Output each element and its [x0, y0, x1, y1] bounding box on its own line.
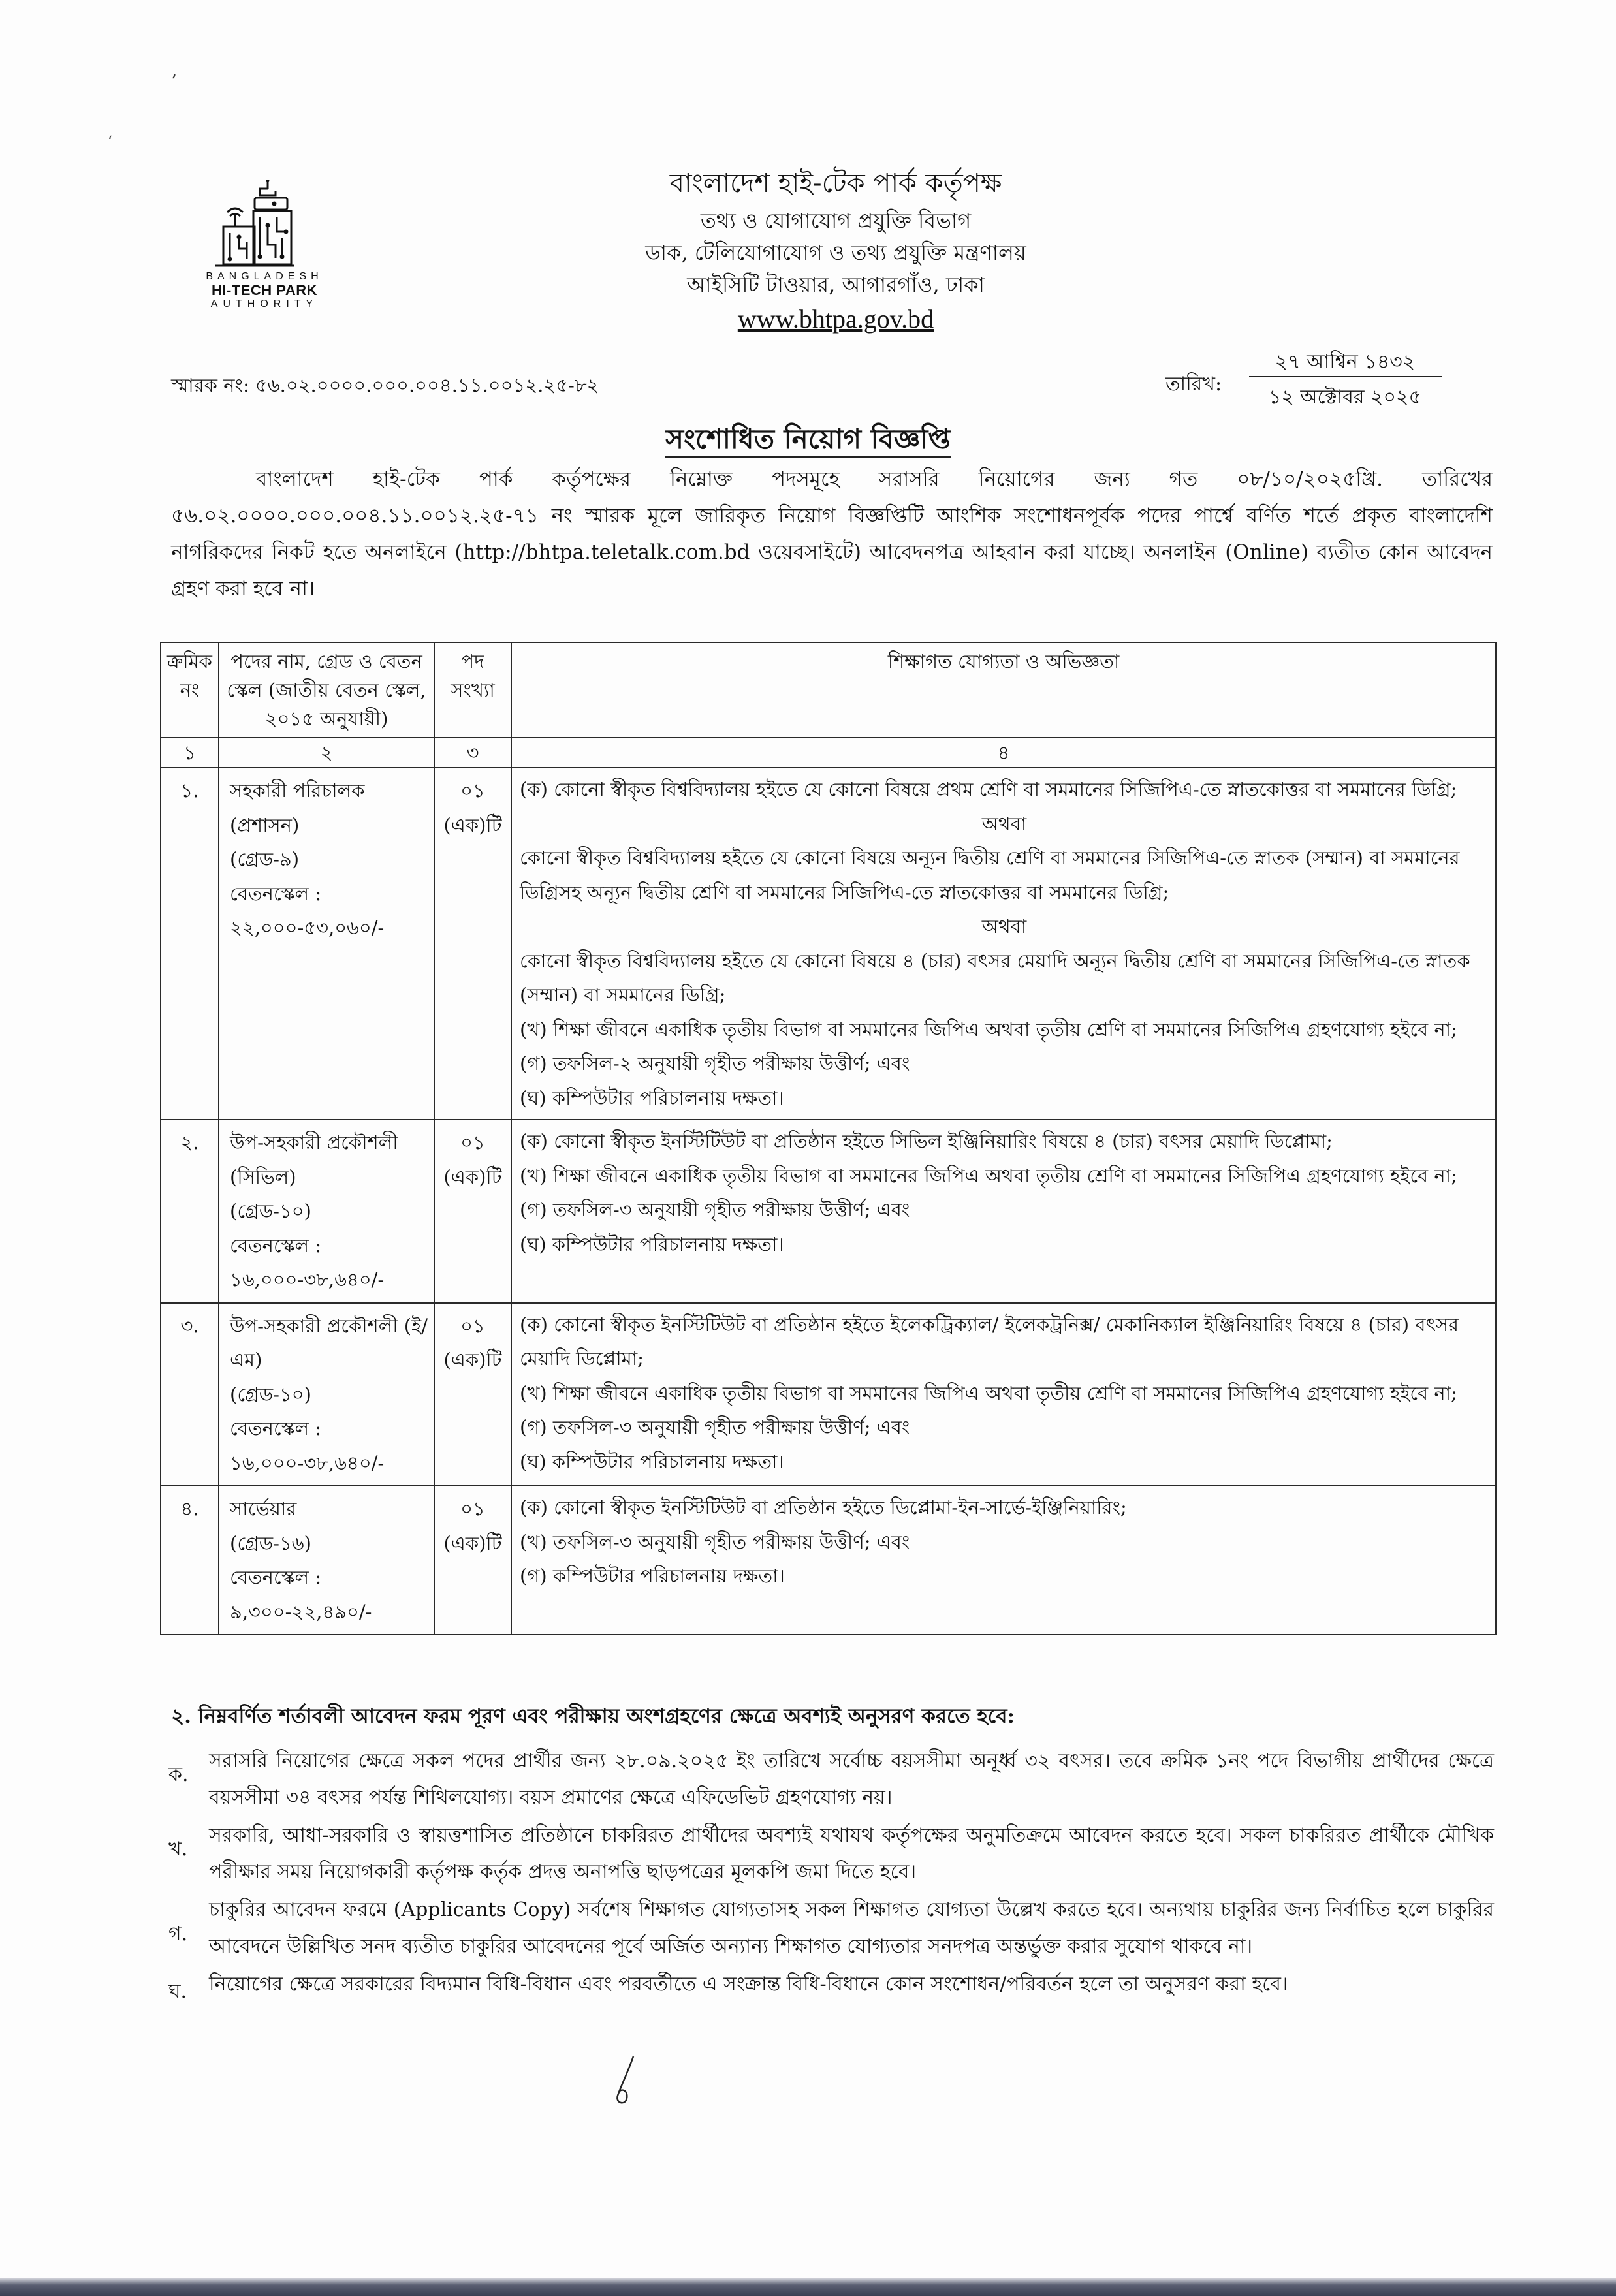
qualification-item: (খ) শিক্ষা জীবনে একাধিক তৃতীয় বিভাগ বা সমমানের জিপিএ অথবা তৃতীয় শ্রেণি বা সমমানের সিজিপিএ গ্রহণযোগ্য হইবে না; [520, 1018, 1457, 1041]
column-number: ১ [161, 738, 219, 768]
column-number: ২ [219, 738, 434, 768]
date-bangla: ২৭ আশ্বিন ১৪৩২ [1275, 351, 1416, 373]
count-words: (এক)টি [443, 1165, 502, 1188]
post-grade: (গ্রেড-৯) [230, 848, 300, 870]
date-label: তারিখ: [1165, 373, 1222, 396]
condition-text: সরাসরি নিয়োগের ক্ষেত্রে সকল পদের প্রার্থীর জন্য ২৮.০৯.২০২৫ ইং তারিখে সর্বোচ্চ বয়সসীমা অনূর্ধ্ব ৩২ বৎসর। তবে ক্রমিক ১নং পদে বিভাগীয় প্রার্থীদের ক্ষেত্রে বয়সসীমা ৩৪ বৎসর পর্যন্ত শিথিলযোগ্য। বয়স প্রমাণের ক্ষেত্রে এফিডেভিট গ্রহণযোগ্য নয়। [209, 1750, 1494, 1809]
date-gregorian: ১২ অক্টোবর ২০২৫ [1268, 386, 1422, 409]
count-number: ০১ [460, 1498, 485, 1520]
count-number: ০১ [460, 1314, 485, 1337]
date-block [1165, 346, 1440, 411]
memo-number: স্মারক নং: ৫৬.০২.০০০০.০০০.০০৪.১১.০০১২.২৫-৮২ [171, 374, 599, 396]
ministry-name: ডাক, টেলিযোগাযোগ ও তথ্য প্রযুক্তি মন্ত্রণালয় [645, 240, 1026, 265]
scan-speck: ’ [171, 71, 177, 92]
qualification-item: (গ) তফসিল-২ অনুযায়ী গৃহীত পরীক্ষায় উত্তীর্ণ; এবং [520, 1052, 910, 1075]
intro-paragraph: বাংলাদেশ হাই-টেক পার্ক কর্তৃপক্ষের নিম্নোক্ত পদসমূহে সরাসরি নিয়োগের জন্য গত ০৮/১০/২০২৫খ্রি. তারিখের ৫৬.০২.০০০০.০০০.০০৪.১১.০০১২.২৫-৭১ নং স্মারক মূলে জারিকৃত নিয়োগ বিজ্ঞপ্তিটি আংশিক সংশোধনপূর্বক পদের পার্শ্বে বর্ণিত শর্তে প্রকৃত বাংলাদেশি নাগরিকদের নিকট হতে অনলাইনে (http://bhtpa.teletalk.com.bd ওয়েবসাইটে) আবেদনপত্র আহবান করা যাচ্ছে। অনলাইন (Online) ব্যতীত কোন আবেদন গ্রহণ করা হবে না। [171, 467, 1493, 601]
page-title [0, 418, 1616, 464]
qualification-item: (গ) তফসিল-৩ অনুযায়ী গৃহীত পরীক্ষায় উত্তীর্ণ; এবং [520, 1199, 910, 1221]
post-pay-scale: বেতনস্কেল : ২২,০০০-৫৩,০৬০/- [230, 882, 385, 939]
qualification-item: (ক) কোনো স্বীকৃত বিশ্ববিদ্যালয় হইতে যে কোনো বিষয়ে প্রথম শ্রেণি বা সমমানের সিজিপিএ-তে স্নাতকোত্তর বা সমমানের ডিগ্রি; [520, 778, 1457, 800]
row-serial: ১. [161, 768, 219, 1120]
table-row [161, 768, 1496, 1120]
header-serial: ক্রমিক নং [161, 642, 219, 738]
condition-marker: খ. [168, 1838, 188, 1861]
condition-marker: ঘ. [168, 1980, 187, 2003]
row-count [434, 1486, 511, 1635]
post-pay-scale: বেতনস্কেল : ১৬,০০০-৩৮,৬৪০/- [230, 1417, 385, 1474]
division-name: তথ্য ও যোগাযোগ প্রযুক্তি বিভাগ [700, 208, 972, 233]
logo-line-3: AUTHORITY [210, 298, 319, 309]
post-grade: (গ্রেড-১০) [230, 1200, 311, 1222]
scan-speck: ‘ [108, 134, 112, 150]
post-grade: (গ্রেড-১০) [230, 1383, 311, 1406]
conditions-heading: ২. নিম্নবর্ণিত শর্তাবলী আবেদন ফরম পূরণ এবং পরীক্ষায় অংশগ্রহণের ক্ষেত্রে অবশ্যই অনুসরণ করতে হবে: [171, 1705, 1015, 1728]
website-link[interactable]: www.bhtpa.gov.bd [737, 304, 934, 334]
condition-marker: গ. [168, 1923, 188, 1945]
hi-tech-park-circuit-building-icon [209, 180, 320, 271]
hi-tech-park-logo [196, 180, 333, 317]
logo-line-1: BANGLADESH [206, 271, 323, 282]
row-qualification [511, 1303, 1496, 1486]
handwritten-initial-icon [609, 2055, 648, 2107]
qualification-item: কোনো স্বীকৃত বিশ্ববিদ্যালয় হইতে যে কোনো বিষয়ে অন্যূন দ্বিতীয় শ্রেণি বা সমমানের সিজিপিএ-তে স্নাতক (সম্মান) বা সমমানের ডিগ্রিসহ অন্যূন দ্বিতীয় শ্রেণি বা সমমানের সিজিপিএ-তে স্নাতকোত্তর বা সমমানের ডিগ্রি; [520, 847, 1460, 904]
logo-wordmark [196, 271, 333, 310]
qualification-item: (ঘ) কম্পিউটার পরিচালনায় দক্ষতা। [520, 1233, 784, 1255]
row-serial: ২. [161, 1120, 219, 1303]
post-name: উপ-সহকারী প্রকৌশলী (ই/এম) [230, 1314, 428, 1371]
row-post [219, 1120, 434, 1303]
date-divider [1249, 376, 1442, 377]
letterhead [509, 162, 1162, 338]
condition-item [168, 1966, 1494, 2009]
qualification-item: (ক) কোনো স্বীকৃত ইনস্টিটিউট বা প্রতিষ্ঠান হইতে ইলেকট্রিক্যাল/ ইলেকট্রনিক্স/ মেকানিক্যাল ইঞ্জিনিয়ারিং বিষয়ে ৪ (চার) বৎসর মেয়াদি ডিপ্লোমা; [520, 1313, 1459, 1370]
qualification-item: (গ) কম্পিউটার পরিচালনায় দক্ষতা। [520, 1565, 785, 1587]
row-qualification [511, 1486, 1496, 1635]
qualification-item: (ঘ) কম্পিউটার পরিচালনায় দক্ষতা। [520, 1086, 784, 1109]
condition-item [168, 1743, 1494, 1816]
condition-marker: ক. [168, 1763, 189, 1786]
row-count [434, 768, 511, 1120]
table-row [161, 1303, 1496, 1486]
column-number: ৪ [511, 738, 1496, 768]
conditions-list [168, 1743, 1494, 2010]
count-words: (এক)টি [443, 1532, 502, 1554]
post-grade: (গ্রেড-১৬) [230, 1532, 311, 1554]
count-number: ০১ [460, 779, 485, 802]
post-name: উপ-সহকারী প্রকৌশলী (সিভিল) [230, 1131, 398, 1188]
title-text: সংশোধিত নিয়োগ বিজ্ঞপ্তি [665, 423, 951, 458]
qualification-item: (ঘ) কম্পিউটার পরিচালনায় দক্ষতা। [520, 1450, 784, 1473]
scan-border [0, 2278, 1616, 2296]
table-row [161, 1120, 1496, 1303]
org-name: বাংলাদেশ হাই-টেক পার্ক কর্তৃপক্ষ [669, 168, 1002, 198]
row-post [219, 1486, 434, 1635]
row-qualification [511, 1120, 1496, 1303]
row-serial: ৪. [161, 1486, 219, 1635]
logo-line-2: HI-TECH PARK [211, 282, 318, 298]
condition-text: সরকারি, আধা-সরকারি ও স্বায়ত্তশাসিত প্রতিষ্ঠানে চাকরিরত প্রার্থীদের অবশ্যই যথাযথ কর্তৃপক্ষের অনুমতিক্রমে আবেদন করতে হবে। সকল চাকরিরত প্রার্থীকে মৌখিক পরীক্ষার সময় নিয়োগকারী কর্তৃপক্ষ কর্তৃক প্রদত্ত অনাপত্তি ছাড়পত্রের মূলকপি জমা দিতে হবে। [209, 1824, 1494, 1883]
column-number: ৩ [434, 738, 511, 768]
qualification-item: (খ) শিক্ষা জীবনে একাধিক তৃতীয় বিভাগ বা সমমানের জিপিএ অথবা তৃতীয় শ্রেণি বা সমমানের সিজিপিএ গ্রহণযোগ্য হইবে না; [520, 1164, 1457, 1187]
column-number-row [161, 738, 1496, 768]
count-number: ০১ [460, 1131, 485, 1154]
row-count [434, 1303, 511, 1486]
qualification-or: অথবা [981, 812, 1027, 835]
condition-text: নিয়োগের ক্ষেত্রে সরকারের বিদ্যমান বিধি-বিধান এবং পরবর্তীতে এ সংক্রান্ত বিধি-বিধানে কোন সংশোধন/পরিবর্তন হলে তা অনুসরণ করা হবে। [209, 1973, 1288, 1996]
header-qualification: শিক্ষাগত যোগ্যতা ও অভিজ্ঞতা [511, 642, 1496, 738]
office-address: আইসিটি টাওয়ার, আগারগাঁও, ঢাকা [687, 272, 985, 297]
qualification-item: (ক) কোনো স্বীকৃত ইনস্টিটিউট বা প্রতিষ্ঠান হইতে ডিপ্লোমা-ইন-সার্ভে-ইঞ্জিনিয়ারিং; [520, 1496, 1127, 1518]
qualification-item: (ক) কোনো স্বীকৃত ইনস্টিটিউট বা প্রতিষ্ঠান হইতে সিভিল ইঞ্জিনিয়ারিং বিষয়ে ৪ (চার) বৎসর মেয়াদি ডিপ্লোমা; [520, 1130, 1333, 1152]
count-words: (এক)টি [443, 813, 502, 836]
qualification-or: অথবা [981, 915, 1027, 937]
qualification-item: (গ) তফসিল-৩ অনুযায়ী গৃহীত পরীক্ষায় উত্তীর্ণ; এবং [520, 1416, 910, 1438]
row-count [434, 1120, 511, 1303]
table-row [161, 1486, 1496, 1635]
post-pay-scale: বেতনস্কেল : ৯,৩০০-২২,৪৯০/- [230, 1566, 372, 1623]
count-words: (এক)টি [443, 1349, 502, 1371]
posts-table [160, 642, 1497, 1635]
row-qualification [511, 768, 1496, 1120]
header-count: পদ সংখ্যা [434, 642, 511, 738]
row-serial: ৩. [161, 1303, 219, 1486]
post-name: সহকারী পরিচালক (প্রশাসন) [230, 779, 365, 836]
condition-item [168, 1892, 1494, 1965]
row-post [219, 768, 434, 1120]
condition-item [168, 1817, 1494, 1891]
post-pay-scale: বেতনস্কেল : ১৬,০০০-৩৮,৬৪০/- [230, 1234, 385, 1291]
row-post [219, 1303, 434, 1486]
condition-text: চাকুরির আবেদন ফরমে (Applicants Copy) সর্বশেষ শিক্ষাগত যোগ্যতাসহ সকল শিক্ষাগত যোগ্যতা উল্লেখ করতে হবে। অন্যথায় চাকুরির জন্য নির্বাচিত হলে চাকুরির আবেদনে উল্লিখিত সনদ ব্যতীত চাকুরির আবেদনের পূর্বে অর্জিত অন্যান্য শিক্ষাগত যোগ্যতার সনদপত্র অন্তর্ভুক্ত করার সুযোগ থাকবে না। [209, 1898, 1494, 1958]
table-header-row [161, 642, 1496, 738]
qualification-item: (খ) তফসিল-৩ অনুযায়ী গৃহীত পরীক্ষায় উত্তীর্ণ; এবং [520, 1530, 910, 1553]
qualification-item: (খ) শিক্ষা জীবনে একাধিক তৃতীয় বিভাগ বা সমমানের জিপিএ অথবা তৃতীয় শ্রেণি বা সমমানের সিজিপিএ গ্রহণযোগ্য হইবে না; [520, 1381, 1457, 1404]
qualification-item: কোনো স্বীকৃত বিশ্ববিদ্যালয় হইতে যে কোনো বিষয়ে ৪ (চার) বৎসর মেয়াদি অন্যূন দ্বিতীয় শ্রেণি বা সমমানের সিজিপিএ-তে স্নাতক (সম্মান) বা সমমানের ডিগ্রি; [520, 949, 1470, 1006]
header-post: পদের নাম, গ্রেড ও বেতন স্কেল (জাতীয় বেতন স্কেল, ২০১৫ অনুযায়ী) [219, 642, 434, 738]
post-name: সার্ভেয়ার [230, 1498, 297, 1520]
